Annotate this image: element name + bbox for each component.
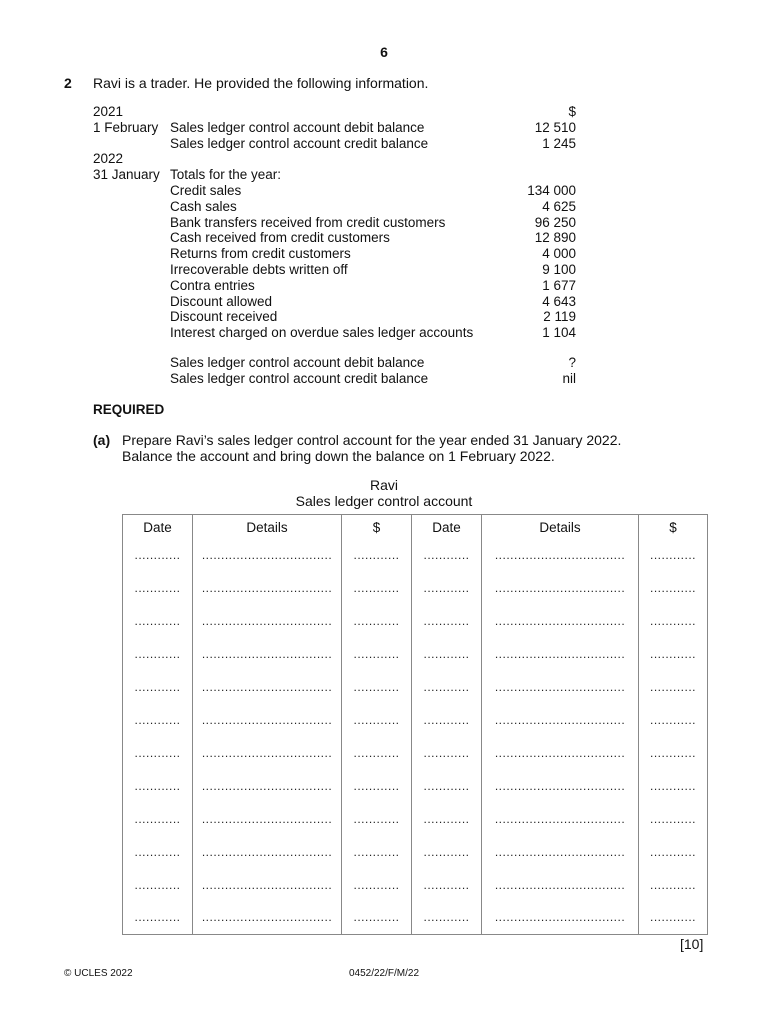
- question-number: 2: [64, 75, 72, 91]
- info-amount: 1 104: [542, 325, 576, 341]
- entry-amount-credit[interactable]: ............: [639, 638, 708, 671]
- account-owner: Ravi: [369, 477, 398, 493]
- info-description: Cash received from credit customers: [170, 230, 390, 246]
- info-row: [93, 309, 579, 325]
- entry-details-debit[interactable]: ..................................: [193, 736, 342, 769]
- entry-date-debit[interactable]: ............: [123, 671, 193, 704]
- entry-details-debit[interactable]: ..................................: [193, 671, 342, 704]
- info-description: Cash sales: [170, 198, 237, 214]
- info-description: Returns from credit customers: [170, 246, 351, 262]
- info-date: 31 January: [93, 167, 160, 183]
- entry-date-debit[interactable]: ............: [123, 736, 193, 769]
- footer-copyright: © UCLES 2022: [64, 968, 133, 979]
- entry-amount-debit[interactable]: ............: [342, 704, 412, 737]
- info-amount: 134 000: [527, 182, 576, 198]
- part-a-text: [122, 432, 621, 464]
- info-description: Irrecoverable debts written off: [170, 261, 348, 277]
- header-details-credit: Details: [482, 515, 639, 540]
- ledger-row: [123, 769, 708, 802]
- entry-date-debit[interactable]: ............: [123, 638, 193, 671]
- ledger-row: [123, 605, 708, 638]
- entry-details-debit[interactable]: ..................................: [193, 572, 342, 605]
- entry-amount-debit[interactable]: ............: [342, 736, 412, 769]
- ledger-header-row: [123, 515, 708, 540]
- info-description: Sales ledger control account credit balance: [170, 135, 429, 151]
- entry-details-credit[interactable]: ..................................: [482, 802, 639, 835]
- entry-amount-debit[interactable]: ............: [342, 835, 412, 868]
- info-amount: 96 250: [534, 214, 576, 230]
- entry-amount-credit[interactable]: ............: [639, 736, 708, 769]
- required-label: REQUIRED: [93, 402, 165, 417]
- info-row: [93, 341, 579, 356]
- account-title: Sales ledger control account: [295, 493, 473, 509]
- entry-details-credit[interactable]: ..................................: [482, 769, 639, 802]
- entry-details-debit[interactable]: ..................................: [193, 704, 342, 737]
- ledger-row: [123, 539, 708, 572]
- entry-details-credit[interactable]: ..................................: [482, 572, 639, 605]
- info-amount: 9 100: [542, 261, 576, 277]
- entry-details-debit[interactable]: ..................................: [193, 901, 342, 935]
- entry-date-debit[interactable]: ............: [123, 605, 193, 638]
- entry-details-credit[interactable]: ..................................: [482, 638, 639, 671]
- entry-details-debit[interactable]: ..................................: [193, 605, 342, 638]
- info-description: Interest charged on overdue sales ledger accounts: [170, 325, 474, 341]
- info-description: Sales ledger control account debit balance: [170, 119, 425, 135]
- entry-amount-debit[interactable]: ............: [342, 671, 412, 704]
- info-row: [93, 120, 579, 136]
- ledger-row: [123, 638, 708, 671]
- info-row: [93, 151, 579, 167]
- info-row: [93, 183, 579, 199]
- ledger-row: [123, 868, 708, 901]
- entry-amount-debit[interactable]: ............: [342, 638, 412, 671]
- entry-date-debit[interactable]: ............: [123, 868, 193, 901]
- entry-amount-credit[interactable]: ............: [639, 901, 708, 935]
- ledger-row: [123, 704, 708, 737]
- entry-date-credit[interactable]: ............: [412, 671, 482, 704]
- entry-date-credit[interactable]: ............: [412, 868, 482, 901]
- entry-date-debit[interactable]: ............: [123, 901, 193, 935]
- entry-date-credit[interactable]: ............: [412, 769, 482, 802]
- entry-amount-credit[interactable]: ............: [639, 704, 708, 737]
- entry-date-debit[interactable]: ............: [123, 572, 193, 605]
- entry-details-credit[interactable]: ..................................: [482, 539, 639, 572]
- info-description: Contra entries: [170, 277, 255, 293]
- page-number: 6: [380, 44, 388, 60]
- info-row: [93, 262, 579, 278]
- part-a-label: (a): [93, 432, 111, 448]
- entry-details-credit[interactable]: ..................................: [482, 868, 639, 901]
- info-description: Credit sales: [170, 182, 242, 198]
- entry-amount-credit[interactable]: ............: [639, 605, 708, 638]
- ledger-row: [123, 901, 708, 935]
- header-details-debit: Details: [193, 515, 342, 540]
- info-row: [93, 325, 579, 341]
- info-row: [93, 199, 579, 215]
- entry-date-debit[interactable]: ............: [123, 704, 193, 737]
- info-amount: 12 510: [534, 119, 576, 135]
- entry-amount-credit[interactable]: ............: [639, 835, 708, 868]
- entry-details-debit[interactable]: ..................................: [193, 539, 342, 572]
- info-row: [93, 104, 579, 120]
- ledger-table: [122, 514, 708, 935]
- entry-amount-debit[interactable]: ............: [342, 901, 412, 935]
- question-intro: Ravi is a trader. He provided the following information.: [93, 75, 429, 91]
- part-a-line2: Balance the account and bring down the balance on 1 February 2022.: [122, 448, 555, 464]
- entry-amount-debit[interactable]: ............: [342, 572, 412, 605]
- entry-amount-debit[interactable]: ............: [342, 539, 412, 572]
- info-amount: 2 119: [543, 309, 576, 325]
- entry-date-debit[interactable]: ............: [123, 802, 193, 835]
- entry-amount-credit[interactable]: ............: [639, 671, 708, 704]
- entry-amount-credit[interactable]: ............: [639, 769, 708, 802]
- entry-date-credit[interactable]: ............: [412, 638, 482, 671]
- info-description: Bank transfers received from credit customers: [170, 214, 446, 230]
- entry-details-credit[interactable]: ..................................: [482, 704, 639, 737]
- entry-details-credit[interactable]: ..................................: [482, 736, 639, 769]
- header-amount-credit: $: [639, 515, 708, 540]
- ledger-row: [123, 736, 708, 769]
- ledger-row: [123, 572, 708, 605]
- entry-amount-credit[interactable]: ............: [639, 868, 708, 901]
- info-amount: 1 677: [542, 277, 576, 293]
- entry-details-debit[interactable]: ..................................: [193, 638, 342, 671]
- marks: [10]: [680, 936, 704, 952]
- entry-date-credit[interactable]: ............: [412, 605, 482, 638]
- entry-date-credit[interactable]: ............: [412, 736, 482, 769]
- info-row: [93, 294, 579, 310]
- info-description: Discount allowed: [170, 293, 273, 309]
- entry-date-credit[interactable]: ............: [412, 539, 482, 572]
- footer-code: 0452/22/F/M/22: [348, 968, 420, 979]
- entry-amount-debit[interactable]: ............: [342, 605, 412, 638]
- entry-amount-debit[interactable]: ............: [342, 802, 412, 835]
- entry-details-credit[interactable]: ..................................: [482, 835, 639, 868]
- ledger-row: [123, 671, 708, 704]
- info-amount: 4 643: [542, 293, 576, 309]
- info-description: Discount received: [170, 309, 278, 325]
- info-row: [93, 371, 579, 387]
- info-amount: nil: [562, 371, 576, 387]
- entry-date-credit[interactable]: ............: [412, 835, 482, 868]
- entry-date-credit[interactable]: ............: [412, 901, 482, 935]
- info-description: Sales ledger control account credit balance: [170, 371, 429, 387]
- info-row: [93, 167, 579, 183]
- info-row: [93, 278, 579, 294]
- info-amount: 12 890: [534, 230, 576, 246]
- entry-amount-credit[interactable]: ............: [639, 802, 708, 835]
- header-amount-debit: $: [342, 515, 412, 540]
- ledger-row: [123, 802, 708, 835]
- info-row: [93, 355, 579, 371]
- entry-amount-debit[interactable]: ............: [342, 868, 412, 901]
- info-list: [93, 104, 579, 387]
- entry-date-credit[interactable]: ............: [412, 572, 482, 605]
- ledger-row: [123, 835, 708, 868]
- info-amount: 1 245: [542, 135, 576, 151]
- entry-amount-debit[interactable]: ............: [342, 769, 412, 802]
- info-date: 2021: [93, 104, 124, 119]
- entry-date-debit[interactable]: ............: [123, 835, 193, 868]
- info-date: 2022: [93, 151, 124, 167]
- info-row: [93, 215, 579, 231]
- header-date-credit: Date: [412, 515, 482, 540]
- info-amount: ?: [568, 355, 576, 371]
- info-row: [93, 246, 579, 262]
- entry-date-debit[interactable]: ............: [123, 769, 193, 802]
- entry-date-credit[interactable]: ............: [412, 802, 482, 835]
- info-row: [93, 230, 579, 246]
- header-date-debit: Date: [123, 515, 193, 540]
- info-amount: 4 625: [542, 198, 576, 214]
- entry-details-debit[interactable]: ..................................: [193, 802, 342, 835]
- entry-date-debit[interactable]: ............: [123, 539, 193, 572]
- entry-details-credit[interactable]: ..................................: [482, 605, 639, 638]
- entry-details-credit[interactable]: ..................................: [482, 671, 639, 704]
- entry-amount-credit[interactable]: ............: [639, 539, 708, 572]
- entry-amount-credit[interactable]: ............: [639, 572, 708, 605]
- entry-details-debit[interactable]: ..................................: [193, 868, 342, 901]
- info-amount: $: [568, 104, 576, 119]
- info-date: 1 February: [93, 119, 159, 135]
- info-description: Sales ledger control account debit balance: [170, 355, 425, 371]
- part-a-line1: Prepare Ravi’s sales ledger control account for the year ended 31 January 2022.: [122, 432, 622, 448]
- entry-details-credit[interactable]: ..................................: [482, 901, 639, 935]
- entry-date-credit[interactable]: ............: [412, 704, 482, 737]
- entry-details-debit[interactable]: ..................................: [193, 769, 342, 802]
- entry-details-debit[interactable]: ..................................: [193, 835, 342, 868]
- info-description: Totals for the year:: [170, 167, 282, 183]
- info-amount: 4 000: [542, 246, 576, 262]
- info-row: [93, 136, 579, 152]
